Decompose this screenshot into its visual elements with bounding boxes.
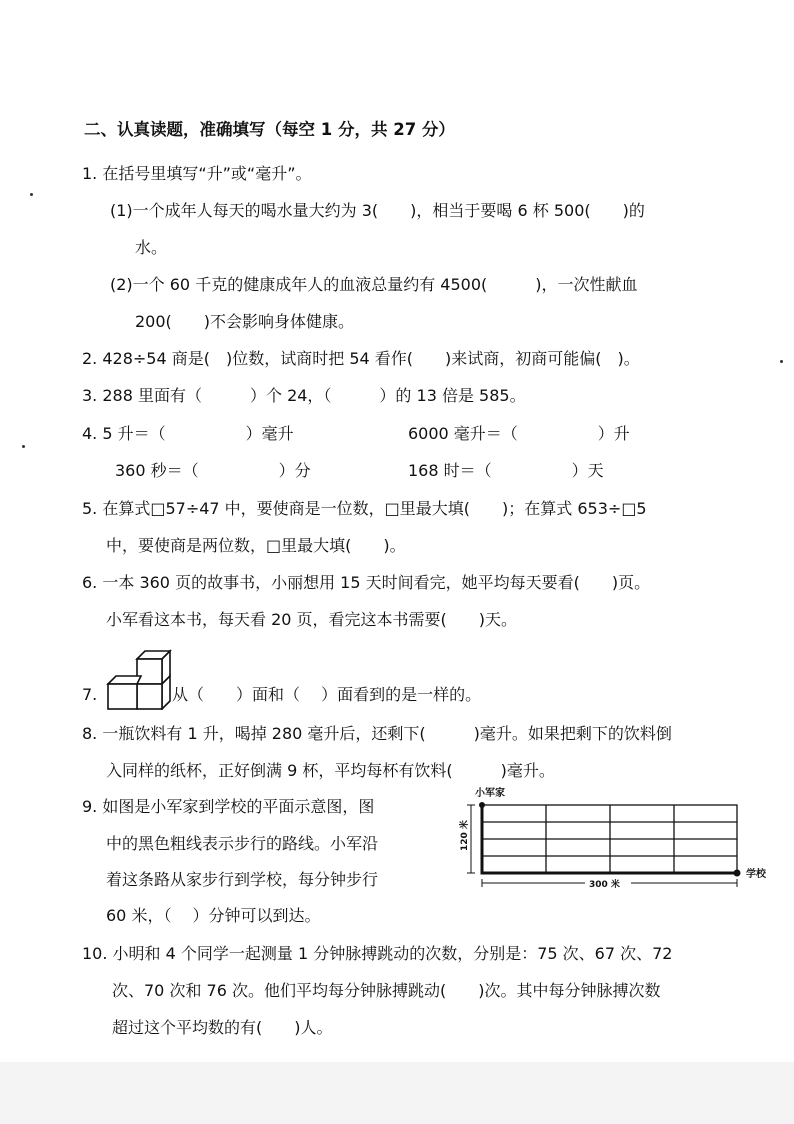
- q1-sub2-line1: (2)一个 60 千克的健康成年人的血液总量约有 4500( )，一次性献血: [110, 275, 638, 294]
- scan-speck: [780, 360, 783, 363]
- q6-line2: 小军看这本书，每天看 20 页，看完这本书需要( )天。: [106, 610, 518, 629]
- q9-line4: 60 米，（ ）分钟可以到达。: [106, 906, 321, 925]
- q8-line1: 8. 一瓶饮料有 1 升，喝掉 280 毫升后，还剩下( )毫升。如果把剩下的饮料倒: [82, 724, 672, 743]
- q3-text: 3. 288 里面有（ ）个 24，（ ）的 13 倍是 585。: [82, 386, 526, 405]
- scan-speck: [22, 445, 25, 448]
- q7-number: 7.: [82, 685, 98, 704]
- q7-text: 从（ ）面和（ ）面看到的是一样的。: [172, 685, 482, 704]
- q4-c: 360 秒＝（ ）分: [115, 461, 311, 480]
- street-grid: [482, 805, 737, 873]
- q1-stem: 1. 在括号里填写“升”或“毫升”。: [82, 164, 312, 183]
- home-label: 小军家: [475, 788, 505, 799]
- q9-line3: 着这条路从家步行到学校，每分钟步行: [106, 870, 379, 889]
- q9-line1: 9. 如图是小军家到学校的平面示意图，图: [82, 797, 375, 816]
- q4-b: 6000 毫升＝（ ）升: [408, 424, 630, 443]
- q10-line3: 超过这个平均数的有( )人。: [112, 1018, 333, 1037]
- school-dot: [734, 870, 741, 877]
- q9-line2: 中的黑色粗线表示步行的路线。小军沿: [106, 834, 379, 853]
- q1-sub2-line2: 200( )不会影响身体健康。: [135, 312, 355, 331]
- scan-bottom-shadow: [0, 1062, 794, 1124]
- q4-d: 168 时＝（ ）天: [408, 461, 604, 480]
- q8-line2: 入同样的纸杯，正好倒满 9 杯，平均每杯有饮料( )毫升。: [106, 761, 555, 780]
- q10-line1: 10. 小明和 4 个同学一起测量 1 分钟脉搏跳动的次数，分别是：75 次、67 次、72: [82, 944, 673, 963]
- q5-line2: 中，要使商是两位数，□里最大填( )。: [106, 536, 406, 555]
- width-label: 300 米: [589, 880, 620, 890]
- q4-a: 4. 5 升＝（ ）毫升: [82, 424, 294, 443]
- scan-speck: [30, 193, 33, 196]
- q2-text: 2. 428÷54 商是( )位数，试商时把 54 看作( )来试商，初商可能偏( )。: [82, 349, 640, 368]
- q6-line1: 6. 一本 360 页的故事书，小丽想用 15 天时间看完，她平均每天要看( )页。: [82, 573, 651, 592]
- q5-line1: 5. 在算式□57÷47 中，要使商是一位数，□里最大填( )；在算式 653÷□5: [82, 499, 647, 518]
- route-diagram: [455, 783, 785, 893]
- q1-sub1-line1: (1)一个成年人每天的喝水量大约为 3( )，相当于要喝 6 杯 500( )的: [110, 201, 645, 220]
- height-label: 120 米: [460, 820, 470, 851]
- q10-line2: 次、70 次和 76 次。他们平均每分钟脉搏跳动( )次。其中每分钟脉搏次数: [112, 981, 661, 1000]
- q1-sub1-line2: 水。: [135, 238, 168, 257]
- school-label: 学校: [746, 869, 766, 880]
- section-title: 二、认真读题，准确填写（每空 1 分，共 27 分）: [84, 120, 455, 139]
- cube-stack-figure: [104, 646, 174, 710]
